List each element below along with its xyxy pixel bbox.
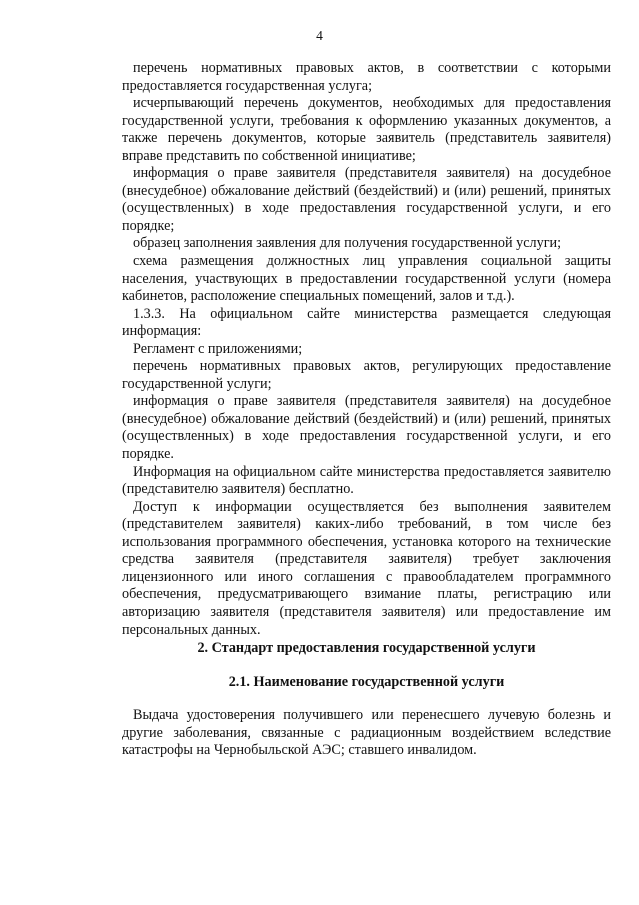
page-number: 4 xyxy=(316,28,323,43)
paragraph-documents-list: исчерпывающий перечень документов, необходимых для предоставления государственной услуги, требования к оформлению указанных документов, а также перечень документов, которые заявитель (представитель заявителя) вправе представить по собственной инициативе; xyxy=(122,95,611,164)
paragraph-access-conditions: Доступ к информации осуществляется без выполнения заявителем (представителем заявителя) каких-либо требований, в том числе без использования программного обеспечения, установка которого на технические средства заявителя (представителя заявителя) требует заключения лицензионного или иного соглашения с правообладателем программного обеспечения, предусматривающего взимание платы, регистрацию или авторизацию заявителя (представителя заявителя) или предоставление им персональных данных. xyxy=(122,498,611,638)
paragraph-application-sample: образец заполнения заявления для получения государственной услуги; xyxy=(133,235,562,252)
paragraph-regulations-list: перечень нормативных правовых актов, в соответствии с которыми предоставляется государственная услуга; xyxy=(122,60,611,94)
paragraph-appeal-right-site: информация о праве заявителя (представителя заявителя) на досудебное (внесудебное) обжалование действий (бездействий) и (или) решений, принятых (осуществленных) в ходе предоставления государственной услуги, и его порядке. xyxy=(122,393,611,463)
paragraph-clause-1-3-3: 1.3.3. На официальном сайте министерства размещается следующая информация: xyxy=(122,305,611,340)
paragraph-appeal-right: информация о праве заявителя (представителя заявителя) на досудебное (внесудебное) обжалование действий (бездействий) и (или) решений, принятых (осуществленных) в ходе предоставления государственной услуги, и его порядке; xyxy=(122,165,611,234)
subsection-heading: 2.1. Наименование государственной услуги xyxy=(228,674,505,691)
paragraph-service-name: Выдача удостоверения получившего или перенесшего лучевую болезнь и другие заболевания, связанные с радиационным воздействием вследствие катастрофы на Чернобыльской АЭС; ставшего инвалидом. xyxy=(122,707,611,759)
document-body xyxy=(122,60,611,760)
paragraph-regulating-acts: перечень нормативных правовых актов, регулирующих предоставление государственной услуги; xyxy=(122,358,611,392)
paragraph-regulation-appendices: Регламент с приложениями; xyxy=(133,340,303,357)
paragraph-free-information: Информация на официальном сайте министерства предоставляется заявителю (представителю заявителя) бесплатно. xyxy=(122,463,611,498)
section-heading: 2. Стандарт предоставления государственной услуги xyxy=(197,640,536,657)
paragraph-officials-layout: схема размещения должностных лиц управления социальной защиты населения, участвующих в предоставлении государственной услуги (номера кабинетов, расположение специальных помещений, залов и т.д.). xyxy=(122,253,611,305)
